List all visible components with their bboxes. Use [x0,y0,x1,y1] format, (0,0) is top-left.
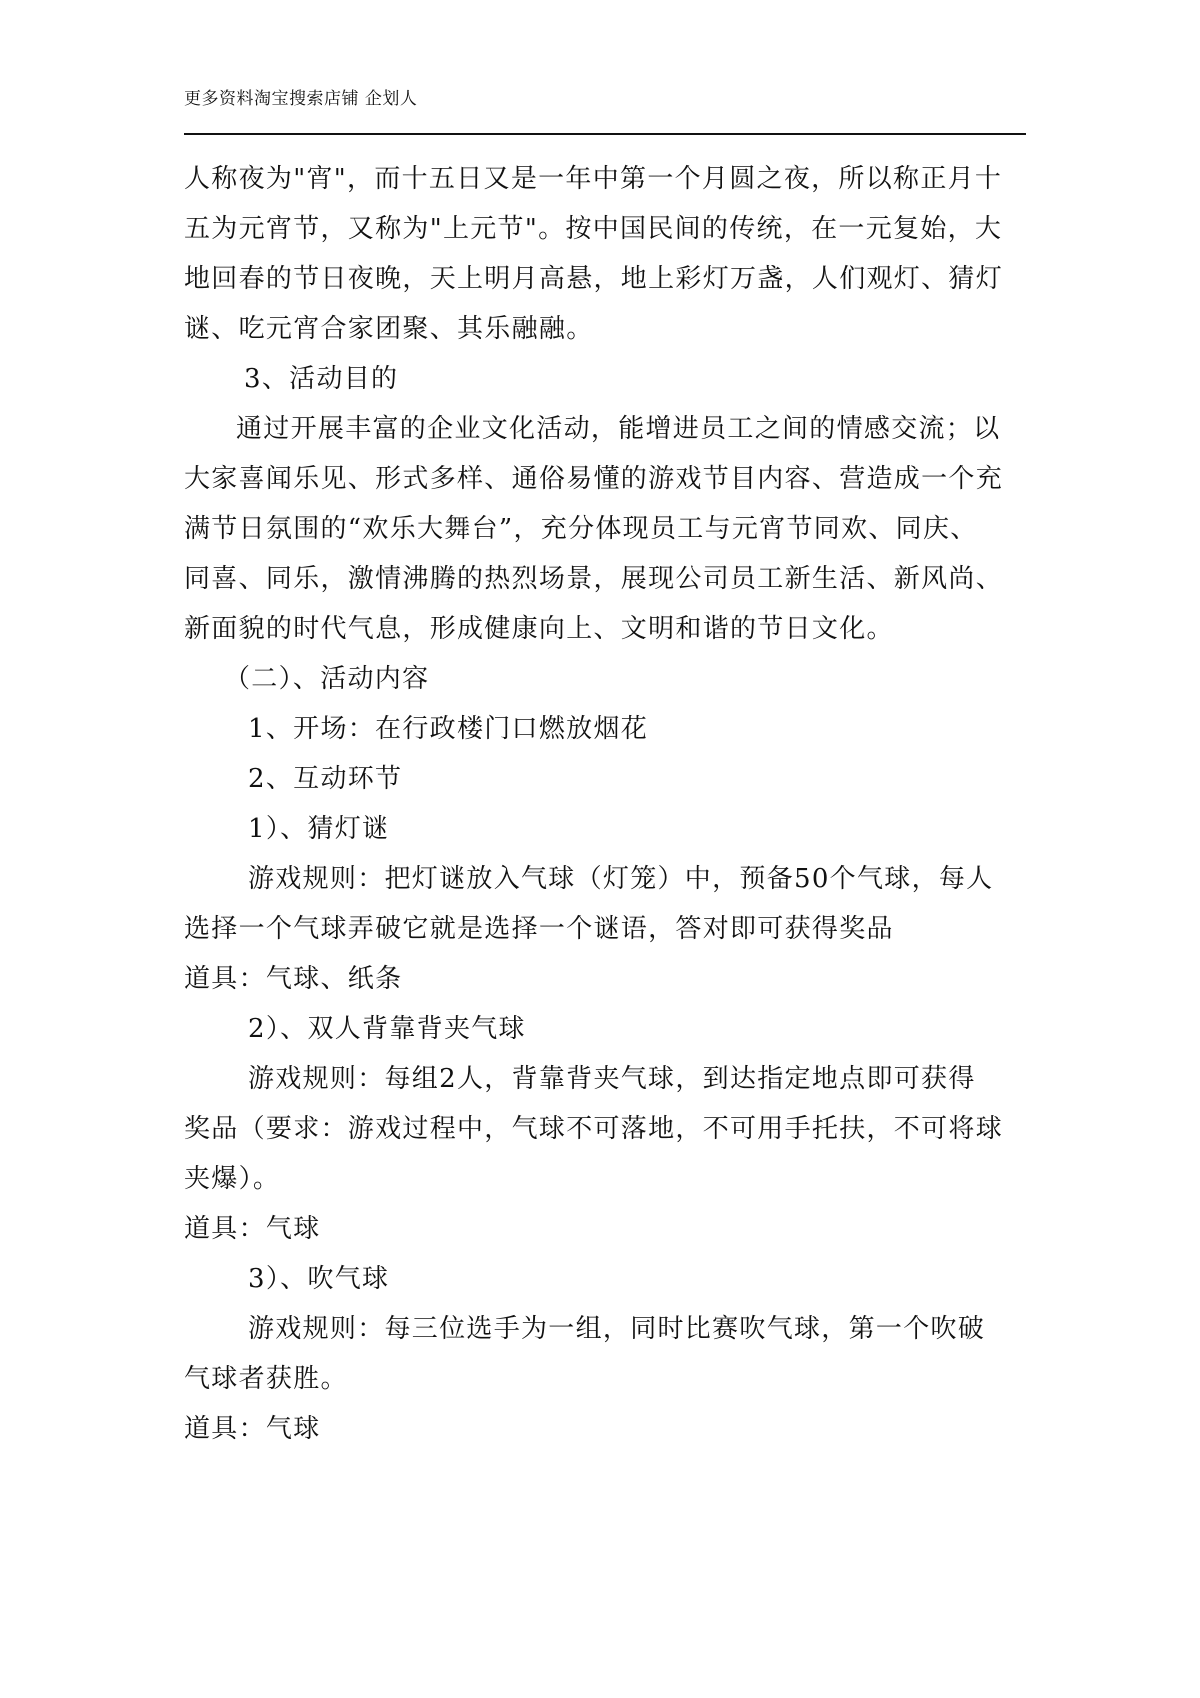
section-heading: （二）、活动内容 [224,664,430,694]
subsection-heading: 3）、吹气球 [248,1264,390,1294]
paragraph-line: 游戏规则：把灯谜放入气球（灯笼）中，预备50个气球，每人 [248,864,994,894]
paragraph-line: 夹爆）。 [184,1164,281,1194]
paragraph-line: 谜、吃元宵合家团聚、其乐融融。 [184,314,594,344]
paragraph-line: 同喜、同乐，激情沸腾的热烈场景，展现公司员工新生活、新风尚、 [184,564,1004,594]
paragraph-line: 选择一个气球弄破它就是选择一个谜语，答对即可获得奖品 [184,914,894,944]
paragraph-line: 游戏规则：每组2人，背靠背夹气球，到达指定地点即可获得 [248,1064,976,1094]
paragraph-line: 地回春的节日夜晚，天上明月高悬，地上彩灯万盏，人们观灯、猜灯 [184,264,1004,294]
paragraph-line: 通过开展丰富的企业文化活动，能增进员工之间的情感交流；以 [236,414,1001,444]
paragraph-line: 满节日氛围的“欢乐大舞台”，充分体现员工与元宵节同欢、同庆、 [184,514,978,544]
section-heading: 3、活动目的 [244,364,399,394]
paragraph-line: 大家喜闻乐见、形式多样、通俗易懂的游戏节目内容、营造成一个充 [184,464,1004,494]
paragraph-line: 道具：气球 [184,1214,321,1244]
paragraph-line: 道具：气球、纸条 [184,964,403,994]
subsection-heading: 1）、猜灯谜 [248,814,390,844]
paragraph-line: 游戏规则：每三位选手为一组，同时比赛吹气球，第一个吹破 [248,1314,986,1344]
document-body [184,154,1026,1454]
list-item: 1、开场：在行政楼门口燃放烟花 [248,714,649,744]
paragraph-line: 五为元宵节，又称为"上元节"。按中国民间的传统，在一元复始，大 [184,214,1003,244]
paragraph-line: 气球者获胜。 [184,1364,348,1394]
paragraph-line: 道具：气球 [184,1414,321,1444]
paragraph-line: 新面貌的时代气息，形成健康向上、文明和谐的节日文化。 [184,614,894,644]
header-divider [184,133,1026,135]
paragraph-line: 人称夜为"宵"，而十五日又是一年中第一个月圆之夜，所以称正月十 [184,164,1003,194]
page-header: 更多资料淘宝搜索店铺 企划人 [184,89,418,109]
paragraph-line: 奖品（要求：游戏过程中，气球不可落地，不可用手托扶，不可将球 [184,1114,1004,1144]
list-item: 2、互动环节 [248,764,403,794]
subsection-heading: 2）、双人背靠背夹气球 [248,1014,526,1044]
